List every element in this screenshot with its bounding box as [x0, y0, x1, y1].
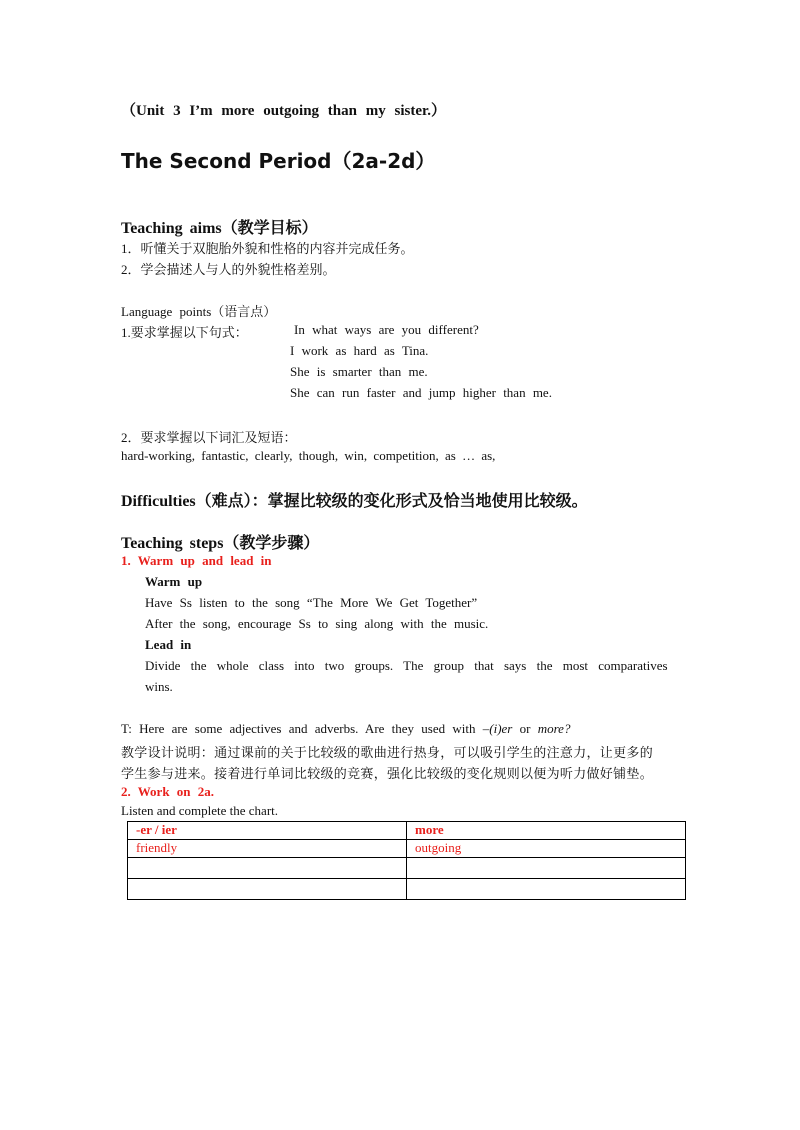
- teacher-question: [121, 721, 570, 737]
- design-note-line-1: 教学设计说明：通过课前的关于比较级的歌曲进行热身，可以吸引学生的注意力，让更多的: [121, 745, 654, 760]
- language-points-item2-label: 2．要求掌握以下词汇及短语：: [121, 430, 297, 445]
- table-header-er: -er / ier: [128, 822, 407, 840]
- ier-suffix: (i)er: [489, 721, 513, 736]
- period-title: The Second Period（2a-2d）: [121, 149, 436, 173]
- teaching-aims-heading: Teaching aims（教学目标）: [121, 220, 318, 237]
- sentence-4: She can run faster and jump higher than me.: [290, 385, 552, 400]
- sentence-1: In what ways are you different?: [294, 322, 479, 337]
- lead-in-label: Lead in: [145, 637, 192, 652]
- table-header-row: [128, 822, 686, 840]
- step-2-instruction: Listen and complete the chart.: [121, 803, 279, 818]
- table-cell: [128, 858, 407, 879]
- design-note-line-2: 学生参与进来。接着进行单词比较级的竞赛，强化比较级的变化规则以便为听力做好铺垫。: [121, 766, 654, 781]
- language-points-heading: Language points（语言点）: [121, 304, 277, 319]
- table-cell: outgoing: [407, 840, 686, 858]
- unit-title: （Unit 3 I’m more outgoing than my sister.）: [121, 103, 447, 119]
- warm-up-line-2: After the song, encourage Ss to sing along with the music.: [145, 616, 489, 631]
- step-2-title: 2. Work on 2a.: [121, 784, 215, 799]
- table-cell: friendly: [128, 840, 407, 858]
- teacher-question-text: T: Here are some adjectives and adverbs. Are they used with –: [121, 721, 490, 736]
- lead-in-line-1: Divide the whole class into two groups. The group that says the most comparatives: [145, 658, 668, 673]
- sentence-2: I work as hard as Tina.: [290, 343, 429, 358]
- teaching-steps-heading: Teaching steps（教学步骤）: [121, 535, 320, 552]
- teaching-aim-1: 1．听懂关于双胞胎外貌和性格的内容并完成任务。: [121, 241, 414, 256]
- sentence-3: She is smarter than me.: [290, 364, 428, 379]
- difficulties-heading: Difficulties（难点）：掌握比较级的变化形式及恰当地使用比较级。: [121, 493, 588, 510]
- warm-up-line-1: Have Ss listen to the song “The More We Get Together”: [145, 595, 478, 610]
- table-row: [128, 879, 686, 900]
- step-1-title: 1. Warm up and lead in: [121, 553, 272, 568]
- or-word: or: [512, 721, 538, 736]
- vocabulary-list: hard-working, fantastic, clearly, though, win, competition, as … as,: [121, 448, 496, 463]
- lead-in-line-2: wins.: [145, 679, 173, 694]
- table-row: [128, 858, 686, 879]
- teaching-aim-2: 2．学会描述人与人的外貌性格差别。: [121, 262, 336, 277]
- table-cell: [407, 879, 686, 900]
- more-word: more?: [537, 721, 571, 736]
- table-cell: [128, 879, 407, 900]
- warm-up-label: Warm up: [145, 574, 203, 589]
- language-points-item1-label: 1.要求掌握以下句式：: [121, 325, 248, 340]
- table-row: [128, 840, 686, 858]
- table-cell: [407, 858, 686, 879]
- comparatives-chart: [127, 821, 686, 900]
- table-header-more: more: [407, 822, 686, 840]
